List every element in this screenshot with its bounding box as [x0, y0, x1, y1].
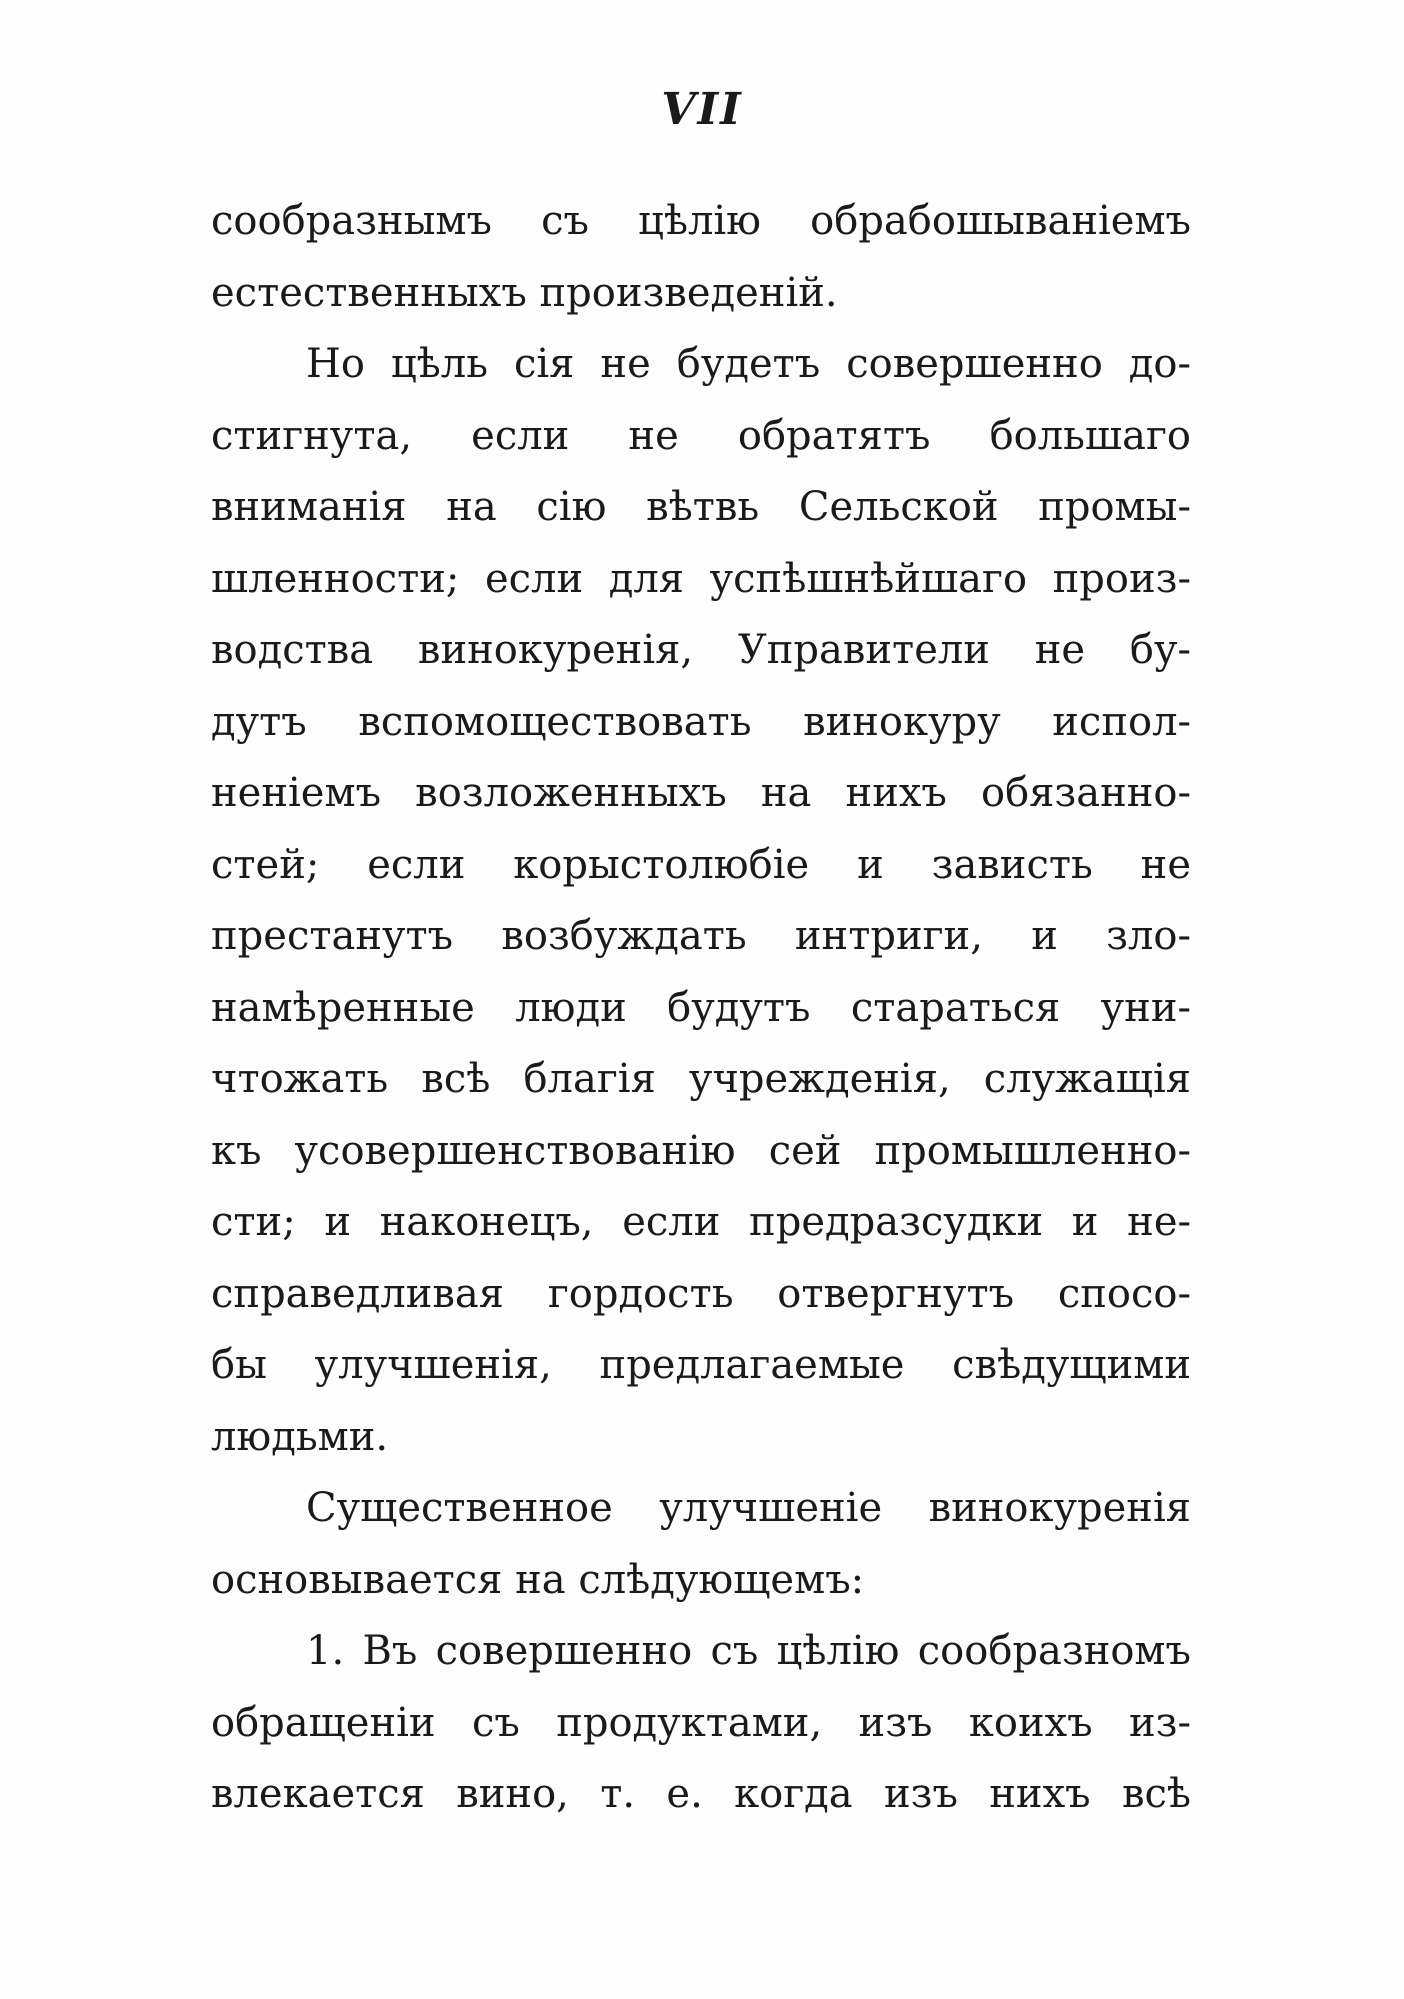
text-line: бы улучшенія, предлагаемые свѣдущими	[211, 1342, 1191, 1388]
text-line: водства винокуренія, Управители не бу-	[211, 627, 1191, 673]
text-line: 1. Въ совершенно съ цѣлію сообразномъ	[306, 1628, 1191, 1674]
text-line: неніемъ возложенныхъ на нихъ обязанно-	[211, 770, 1191, 816]
text-line: престанутъ возбуждать интриги, и зло-	[211, 913, 1191, 959]
text-line: шленности; если для успѣшнѣйшаго произ-	[211, 555, 1191, 602]
text-line: естественныхъ произведеній.	[211, 269, 838, 316]
text-line: дутъ вспомоществовать винокуру испол-	[211, 698, 1191, 745]
text-line: сти; и наконецъ, если предразсудки и не-	[211, 1199, 1191, 1245]
text-line: сообразнымъ съ цѣлію обрабошываніемъ	[211, 198, 1191, 244]
page-number: VII	[661, 84, 743, 135]
text-line: стей; если корыстолюбіе и зависть не	[211, 841, 1191, 888]
text-line: обращеніи съ продуктами, изъ коихъ из-	[211, 1699, 1191, 1746]
text-line: справедливая гордость отвергнутъ спосо-	[211, 1270, 1191, 1317]
text-line: Существенное улучшеніе винокуренія	[306, 1485, 1191, 1531]
text-line: основывается на слѣдующемъ:	[211, 1556, 865, 1603]
text-line: вниманія на сію вѣтвь Сельской промы-	[211, 484, 1191, 530]
text-line: чтожать всѣ благія учрежденія, служащія	[211, 1056, 1191, 1102]
text-line: влекается вино, т. е. когда изъ нихъ всѣ	[211, 1771, 1191, 1817]
text-line: стигнута, если не обратятъ большаго	[211, 412, 1191, 459]
text-line: Но цѣль сія не будетъ совершенно до-	[306, 341, 1191, 387]
text-line: людьми.	[211, 1413, 389, 1460]
body-text	[211, 186, 1191, 1831]
text-line: къ усовершенствованію сей промышленно-	[211, 1127, 1191, 1174]
text-line: намѣренные люди будутъ стараться уни-	[211, 984, 1191, 1031]
